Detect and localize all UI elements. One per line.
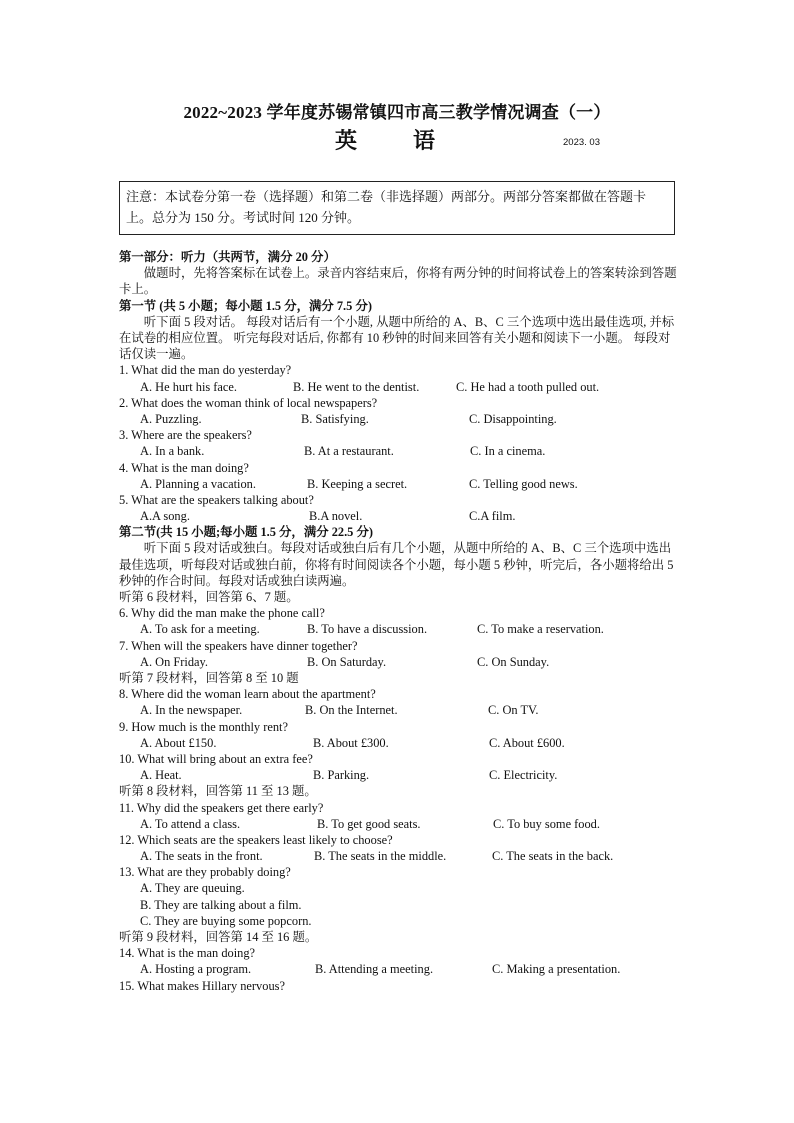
question-9-options [119,735,679,751]
option-b[interactable]: B. On the Internet. [305,703,398,718]
option-b[interactable]: B.A novel. [309,509,363,524]
question-11-options [119,816,679,832]
question-14-options [119,961,679,977]
option-c[interactable]: C. On TV. [488,703,539,718]
option-a[interactable]: A. Puzzling. [140,411,202,426]
material-9-note: 听第 9 段材料，回答第 14 至 16 题。 [119,930,318,944]
option-b[interactable]: B. The seats in the middle. [314,849,447,864]
exam-title: 2022~2023 学年度苏锡常镇四市高三教学情况调查（一） [183,103,611,122]
option-c[interactable]: C. About £600. [489,735,565,750]
question-2: 2. What does the woman think of local newspapers? [119,395,378,410]
question-12: 12. Which seats are the speakers least likely to choose? [119,832,393,847]
option-a[interactable]: A. They are queuing. [140,881,245,896]
option-b[interactable]: B. They are talking about a film. [140,897,302,912]
option-a[interactable]: A. In a bank. [140,444,205,459]
option-c[interactable]: C. They are buying some popcorn. [140,913,312,928]
option-a[interactable]: A. In the newspaper. [140,703,243,718]
option-b[interactable]: B. On Saturday. [307,654,387,669]
exam-date: 2023. 03 [563,137,600,148]
option-a[interactable]: A. He hurt his face. [140,379,238,394]
option-c[interactable]: C. To buy some food. [493,816,600,831]
question-14: 14. What is the man doing? [119,946,256,961]
option-a[interactable]: A.A song. [140,509,190,524]
question-5: 5. What are the speakers talking about? [119,492,314,507]
subject-title [335,124,435,155]
option-c[interactable]: C. To make a reservation. [477,622,604,637]
question-12-options [119,848,679,864]
option-c[interactable]: C. On Sunday. [477,654,550,669]
option-b[interactable]: B. Attending a meeting. [315,962,434,977]
option-c[interactable]: C. In a cinema. [470,444,546,459]
option-c[interactable]: C. He had a tooth pulled out. [456,379,600,394]
option-b[interactable]: B. Satisfying. [301,411,369,426]
question-5-options [119,508,679,524]
question-3: 3. Where are the speakers? [119,428,252,443]
question-15: 15. What makes Hillary nervous? [119,978,285,993]
subject-char-2: 语 [413,128,436,154]
option-a[interactable]: A. To attend a class. [140,816,241,831]
option-a[interactable]: A. To ask for a meeting. [140,622,260,637]
question-11: 11. Why did the speakers get there early? [119,800,324,815]
option-a[interactable]: A. Hosting a program. [140,962,252,977]
option-b[interactable]: B. To have a discussion. [307,622,428,637]
section1-heading: 第一节 (共 5 小题；每小题 1.5 分，满分 7.5 分) [119,298,372,313]
question-4-options [119,476,679,492]
option-a[interactable]: A. About £150. [140,735,217,750]
option-a[interactable]: A. Planning a vacation. [140,476,256,491]
question-3-options [119,443,679,459]
section1-instruction: 听下面 5 段对话。 每段对话后有一个小题, 从题中所给的 A、B、C 三个选项中选出最佳选项, 并标在试卷的相应位置。 听完每段对话后, 你都有 10 秒钟的时间来回答有关小题和阅读下一小题。 每段对话仅读一遍。 [119,314,675,362]
option-c[interactable]: C. Making a presentation. [492,962,621,977]
question-10-options [119,767,679,783]
question-8: 8. Where did the woman learn about the apartment? [119,687,376,702]
question-6-options [119,621,679,637]
section2-instruction: 听下面 5 段对话或独白。每段对话或独白后有几个小题，从题中所给的 A、B、C 三个选项中选出最佳选项，听每段对话或独白前，你将有时间阅读各个小题，每小题 5 秒钟，听完后，各小题将给出 5 秒钟的作合时间。每段对话或独白读两遍。 [119,541,674,588]
option-a[interactable]: A. On Friday. [140,654,209,669]
option-c[interactable]: C. The seats in the back. [492,849,614,864]
option-b[interactable]: B. Keeping a secret. [307,476,408,491]
option-a[interactable]: A. Heat. [140,768,182,783]
subject-char-1: 英 [335,128,358,154]
option-b[interactable]: B. He went to the dentist. [293,379,420,394]
option-c[interactable]: C.A film. [469,509,516,524]
option-a[interactable]: A. The seats in the front. [140,849,263,864]
question-9: 9. How much is the monthly rent? [119,719,288,734]
option-c[interactable]: C. Disappointing. [469,411,557,426]
option-b[interactable]: B. To get good seats. [317,816,421,831]
section2-heading: 第二节(共 15 小题;每小题 1.5 分，满分 22.5 分) [119,525,373,540]
material-7-note: 听第 7 段材料，回答第 8 至 10 题 [119,671,299,685]
exam-content [119,249,679,994]
question-6: 6. Why did the man make the phone call? [119,606,325,621]
part1-heading: 第一部分：听力（共两节，满分 20 分） [119,250,336,264]
option-c[interactable]: C. Telling good news. [469,476,578,491]
question-1-options [119,379,679,395]
question-4: 4. What is the man doing? [119,460,249,475]
question-7-options [119,654,679,670]
option-b[interactable]: B. About £300. [313,735,389,750]
question-1: 1. What did the man do yesterday? [119,363,292,378]
material-8-note: 听第 8 段材料，回答第 11 至 13 题。 [119,784,317,799]
notice-box: 注意：本试卷分第一卷（选择题）和第二卷（非选择题）两部分。两部分答案都做在答题卡上。总分为 150 分。考试时间 120 分钟。 [119,181,675,235]
question-8-options [119,702,679,718]
part1-instruction: 做题时，先将答案标在试卷上。录音内容结束后，你将有两分钟的时间将试卷上的答案转涂到答题卡上。 [119,266,677,297]
question-2-options [119,411,679,427]
option-b[interactable]: B. Parking. [313,768,370,783]
option-b[interactable]: B. At a restaurant. [304,444,394,459]
option-c[interactable]: C. Electricity. [489,768,558,783]
question-13: 13. What are they probably doing? [119,865,291,880]
question-10: 10. What will bring about an extra fee? [119,751,313,766]
material-6-note: 听第 6 段材料，回答第 6、7 题。 [119,590,299,605]
question-7: 7. When will the speakers have dinner together? [119,638,358,653]
